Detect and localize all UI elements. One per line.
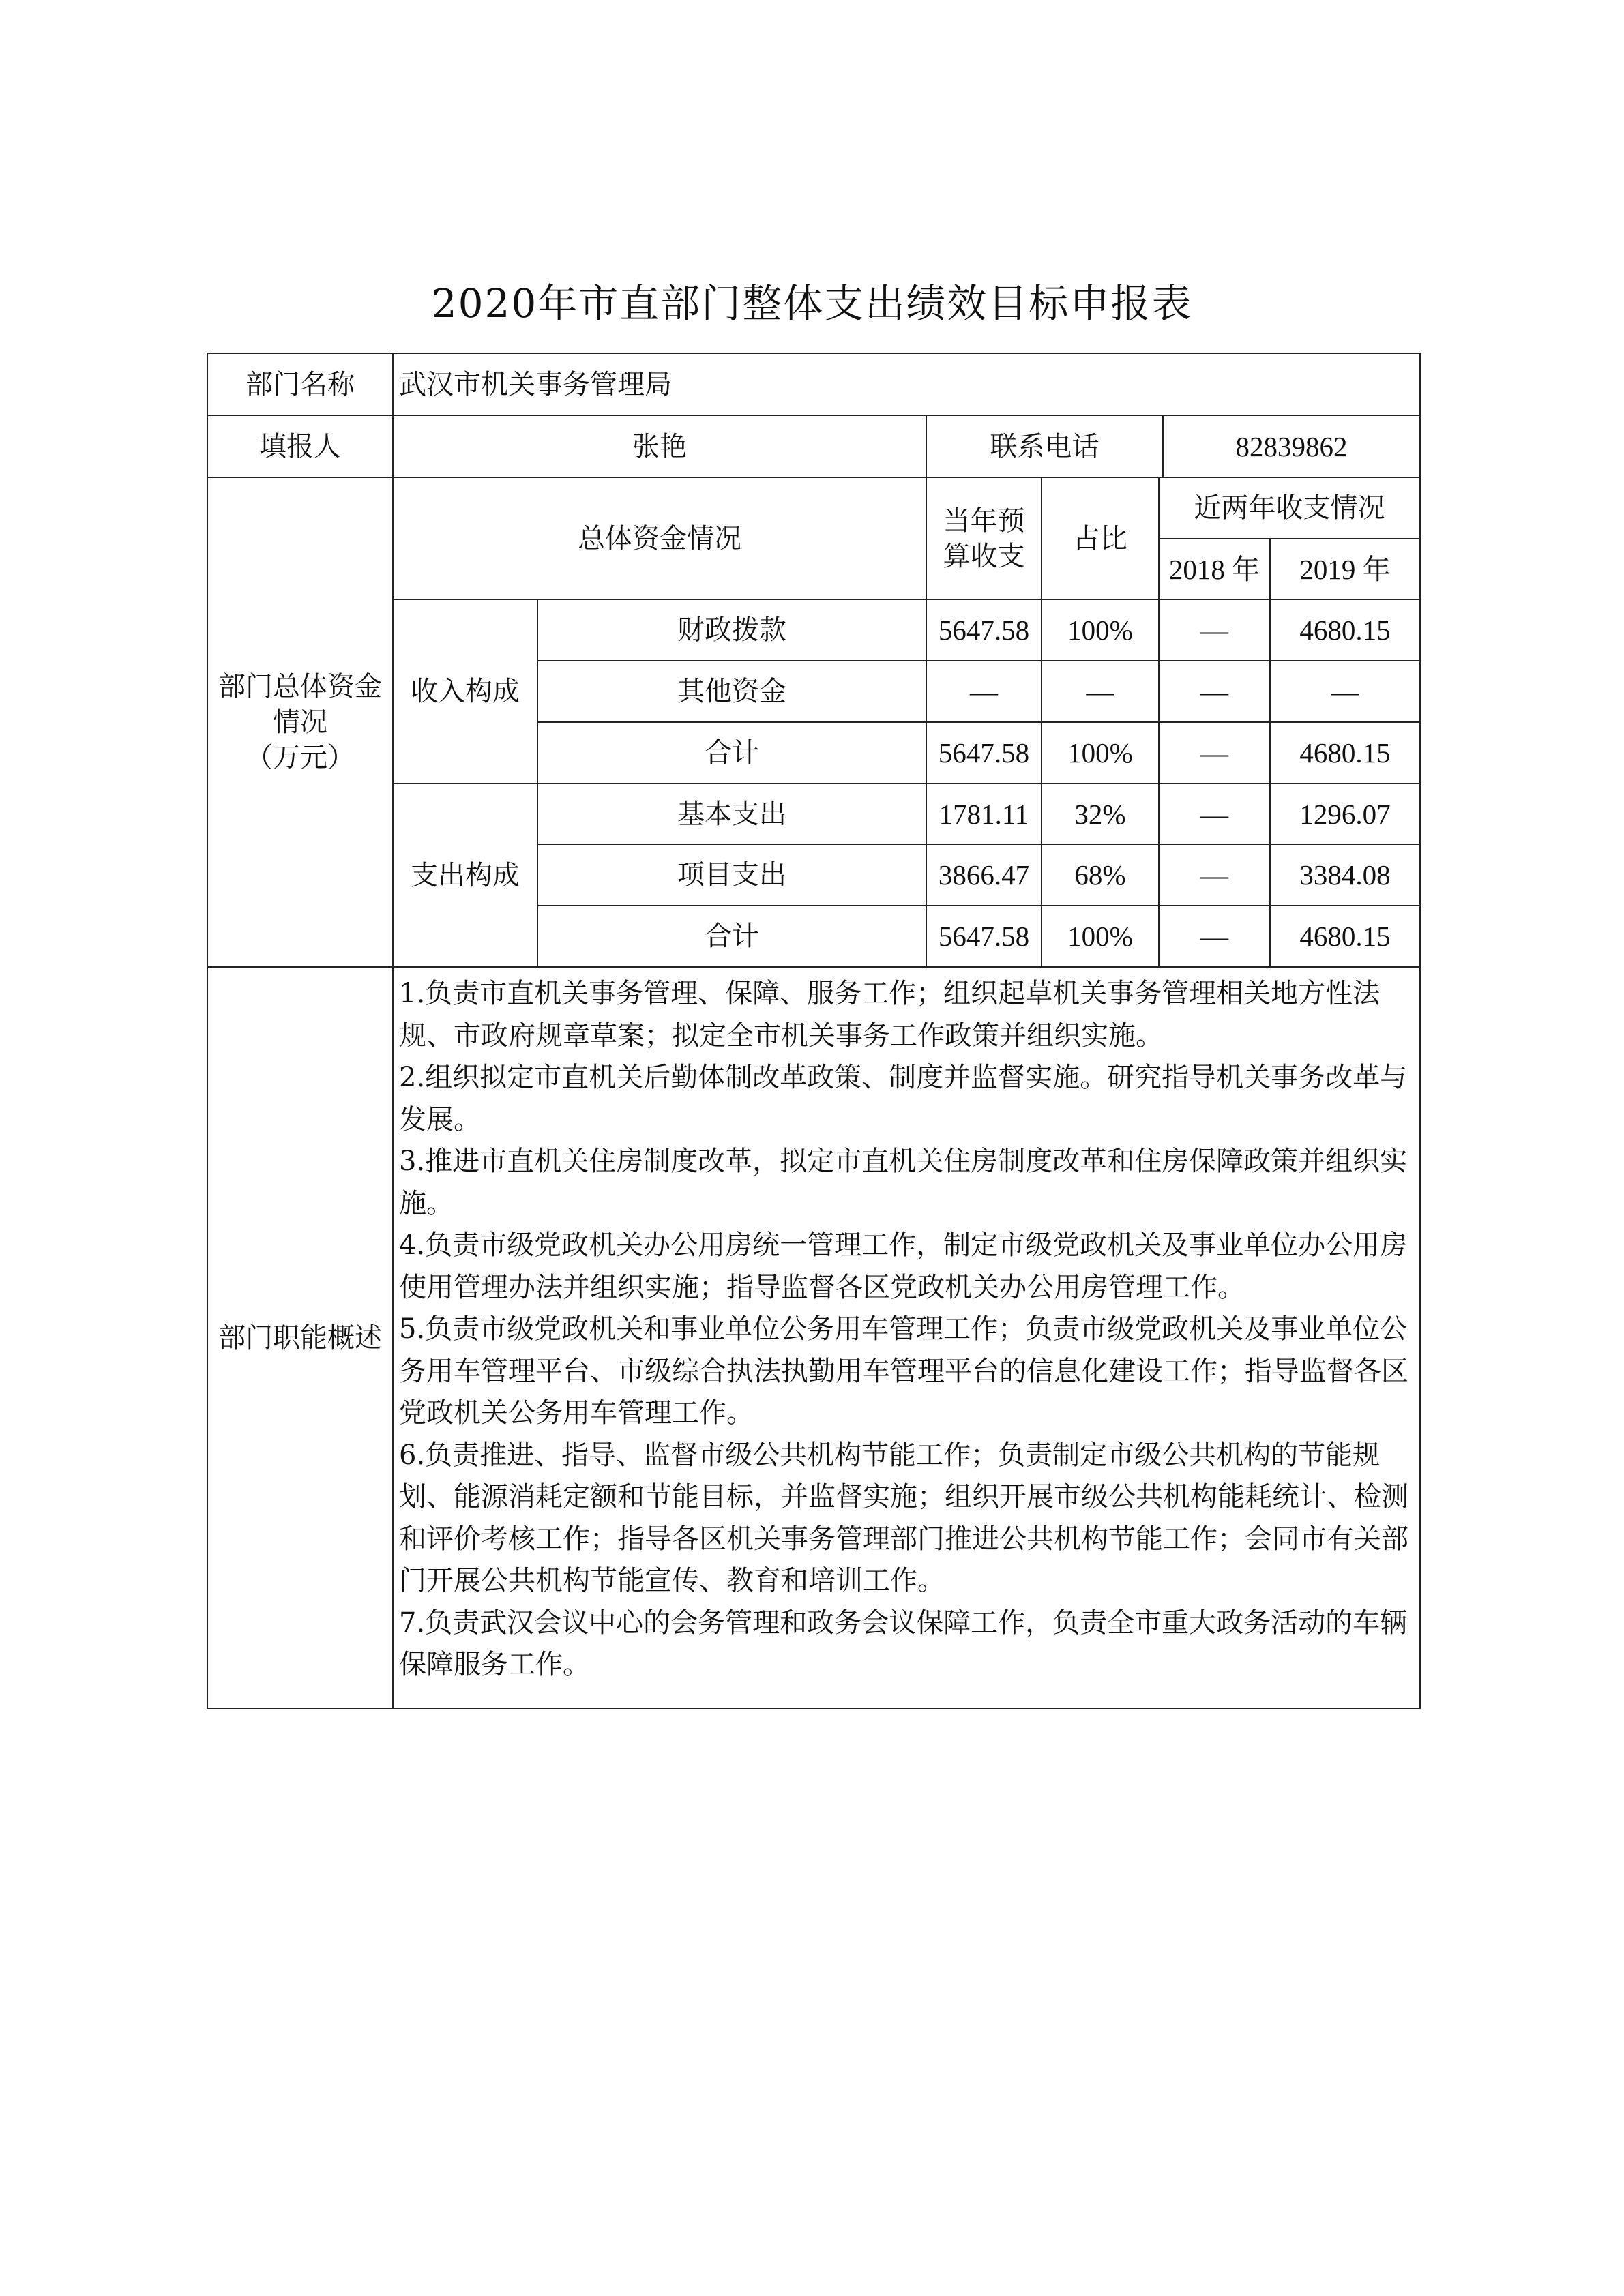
- duty-item: 3.推进市直机关住房制度改革，拟定市直机关住房制度改革和住房保障政策并组织实施。: [399, 1146, 1408, 1219]
- expense-2019: 3384.08: [1270, 844, 1420, 906]
- budget-header: [926, 477, 1042, 599]
- income-share: —: [1042, 661, 1159, 722]
- duty-item: 7.负责武汉会议中心的会务管理和政务会议保障工作，负责全市重大政务活动的车辆保障服务工作。: [399, 1607, 1408, 1680]
- budget-header-2: 算收支: [943, 540, 1025, 572]
- income-2019: 4680.15: [1270, 722, 1420, 784]
- phone-value: 82839862: [1235, 430, 1348, 462]
- income-budget: 5647.58: [926, 599, 1042, 661]
- expense-2019: 1296.07: [1270, 784, 1420, 844]
- income-2018: —: [1159, 599, 1270, 661]
- phone-label: 联系电话: [927, 416, 1163, 477]
- funds-section-label-1: 部门总体资金: [218, 671, 382, 702]
- income-share: 100%: [1042, 599, 1159, 661]
- expense-share: 32%: [1042, 784, 1159, 844]
- funds-section-label: [207, 477, 393, 967]
- duty-item: 4.负责市级党政机关办公用房统一管理工作，制定市级党政机关及事业单位办公用房使用管理办法并组织实施；指导监督各区党政机关办公用房管理工作。: [399, 1229, 1408, 1303]
- income-2018: —: [1159, 722, 1270, 784]
- income-item: 财政拨款: [537, 599, 926, 661]
- recent-header: 近两年收支情况: [1159, 477, 1420, 539]
- budget-form-table: [207, 353, 1421, 1709]
- income-budget: 5647.58: [926, 722, 1042, 784]
- dept-value: 武汉市机关事务管理局: [393, 353, 1420, 415]
- year-2019-header: 2019 年: [1270, 539, 1420, 599]
- dept-row: [207, 353, 1420, 415]
- expense-2018: —: [1159, 906, 1270, 967]
- duties-label: 部门职能概述: [207, 967, 393, 1708]
- budget-header-1: 当年预: [943, 505, 1025, 537]
- reporter-label: 填报人: [207, 415, 393, 477]
- share-header: 占比: [1042, 477, 1159, 599]
- expense-item: 合计: [537, 906, 926, 967]
- expense-2018: —: [1159, 784, 1270, 844]
- expense-group-label: 支出构成: [393, 784, 537, 967]
- duty-item: 5.负责市级党政机关和事业单位公务用车管理工作；负责市级党政机关及事业单位公务用车管理平台、市级综合执法执勤用车管理平台的信息化建设工作；指导监督各区党政机关公务用车管理工作。: [399, 1313, 1408, 1429]
- funds-section-label-3: （万元）: [246, 742, 355, 773]
- year-2018-header: 2018 年: [1159, 539, 1270, 599]
- expense-budget: 3866.47: [926, 844, 1042, 906]
- expense-share: 100%: [1042, 906, 1159, 967]
- income-budget: —: [926, 661, 1042, 722]
- income-group-label: 收入构成: [393, 599, 537, 784]
- page-title: 2020年市直部门整体支出绩效目标申报表: [431, 280, 1193, 327]
- duty-item: 6.负责推进、指导、监督市级公共机构节能工作；负责制定市级公共机构的节能规划、能源消耗定额和节能目标，并监督实施；组织开展市级公共机构能耗统计、检测和评价考核工作；指导各区机关事务管理部门推进公共机构节能工作；会同市有关部门开展公共机构节能宣传、教育和培训工作。: [399, 1439, 1408, 1596]
- expense-2019: 4680.15: [1270, 906, 1420, 967]
- income-2018: —: [1159, 661, 1270, 722]
- contact-cell: [926, 415, 1420, 477]
- funds-header-row: [207, 477, 1420, 539]
- duty-item: 2.组织拟定市直机关后勤体制改革政策、制度并监督实施。研究指导机关事务改革与发展。: [399, 1062, 1408, 1135]
- dept-label: 部门名称: [207, 353, 393, 415]
- duties-text: [393, 967, 1420, 1708]
- expense-item: 项目支出: [537, 844, 926, 906]
- expense-budget: 1781.11: [926, 784, 1042, 844]
- funds-section-label-2: 情况: [273, 706, 327, 738]
- reporter-row: [207, 415, 1420, 477]
- reporter-value: 张艳: [393, 415, 926, 477]
- duties-row: [207, 967, 1420, 1708]
- expense-budget: 5647.58: [926, 906, 1042, 967]
- income-item: 合计: [537, 722, 926, 784]
- expense-item: 基本支出: [537, 784, 926, 844]
- duty-item: 1.负责市直机关事务管理、保障、服务工作；组织起草机关事务管理相关地方性法规、市政府规章草案；拟定全市机关事务工作政策并组织实施。: [399, 978, 1381, 1052]
- income-item: 其他资金: [537, 661, 926, 722]
- income-2019: 4680.15: [1270, 599, 1420, 661]
- overall-funds-header: 总体资金情况: [393, 477, 926, 599]
- expense-2018: —: [1159, 844, 1270, 906]
- expense-share: 68%: [1042, 844, 1159, 906]
- income-share: 100%: [1042, 722, 1159, 784]
- income-2019: —: [1270, 661, 1420, 722]
